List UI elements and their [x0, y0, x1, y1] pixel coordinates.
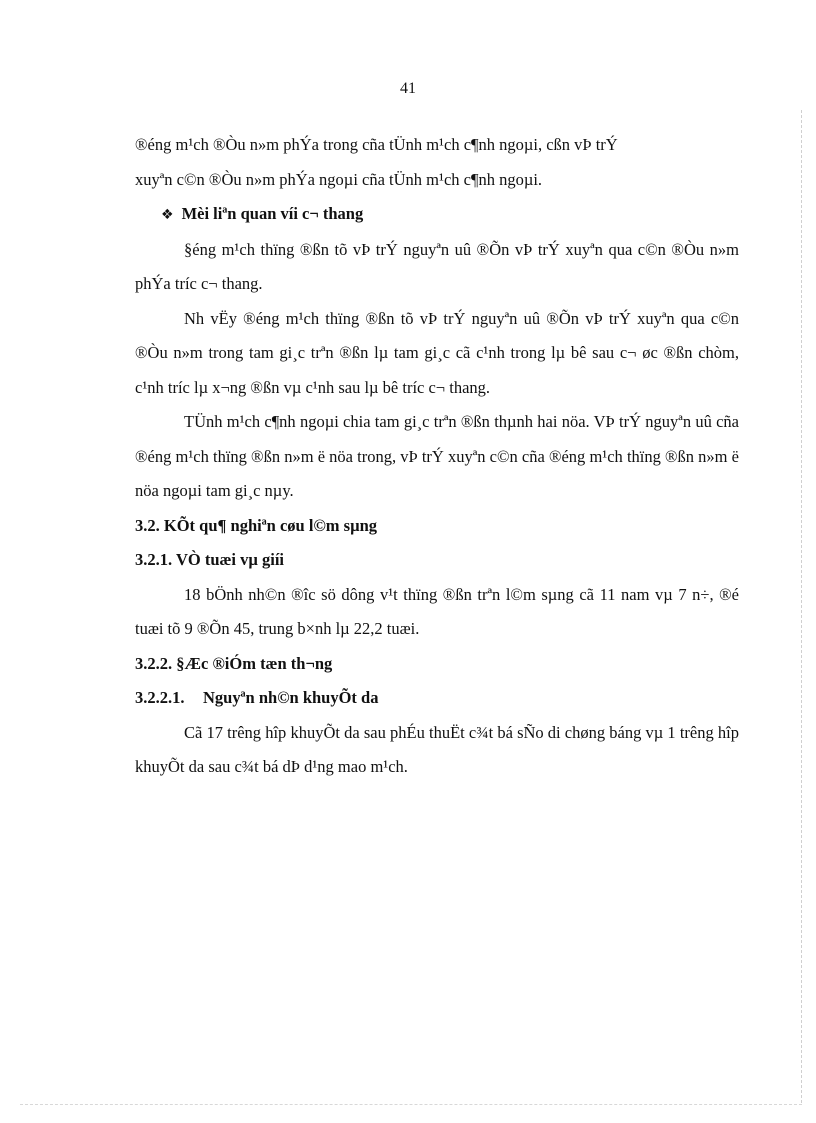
section-heading: 3.2. KÕt qu¶ nghiªn cøu l©m sµng [135, 515, 377, 535]
paragraph: §éng m¹ch thïng ®ßn tõ vÞ trÝ nguyªn uû ®Õn vÞ trÝ xuyªn qua c©n ®Òu n»m phÝa tríc c¬ thang. [135, 239, 739, 293]
page-bottom-divider [20, 1104, 802, 1105]
paragraph: TÜnh m¹ch c¶nh ngoµi chia tam gi¸c trªn ®ßn thµnh hai nöa. VÞ trÝ nguyªn uû cña ®éng m¹ch thïng ®ßn n»m ë nöa trong, vÞ trÝ xuyªn c©n cña ®éng m¹ch thïng ®ßn n»m ë nöa ngoµi tam gi¸c nµy. [135, 412, 739, 500]
heading-text: Nguyªn nh©n khuyÕt da [203, 688, 379, 707]
paragraph-line-1: ®éng m¹ch ®Òu n»m phÝa trong cña tÜnh m¹ch c¶nh ngoµi, cßn vÞ trÝ [135, 135, 618, 154]
paragraph: 18 bÖnh nh©n ®îc sö dông v¹t thïng ®ßn trªn l©m sµng cã 11 nam vµ 7 n÷, ®é tuæi tõ 9 ®Õn 45, trung b×nh lµ 22,2 tuæi. [135, 584, 739, 638]
paragraph: Nh vËy ®éng m¹ch thïng ®ßn tõ vÞ trÝ nguyªn uû ®Õn vÞ trÝ xuyªn qua c©n ®Òu n»m trong tam gi¸c trªn ®ßn lµ tam gi¸c cã c¹nh trong lµ bê sau c¬ øc ®ßn chòm, c¹nh tríc lµ x¬ng ®ßn vµ c¹nh sau lµ bê tríc c¬ thang. [135, 308, 739, 397]
bullet-heading [135, 197, 739, 233]
page-number: 41 [400, 80, 416, 97]
paragraph-line-2: xuyªn c©n ®Òu n»m phÝa ngoµi cña tÜnh m¹ch c¶nh ngoµi. [135, 169, 543, 189]
page-edge-divider [801, 110, 802, 1103]
subsection-heading: 3.2.2. §Æc ®iÓm tæn th¬ng [135, 653, 333, 673]
heading-number: 3.2.2.1. [135, 688, 185, 707]
paragraph: Cã 17 trêng hîp khuyÕt da sau phÉu thuËt c¾t bá sÑo di chøng báng vµ 1 trêng hîp khuyÕt da sau c¾t bá dÞ d¹ng mao m¹ch. [135, 722, 739, 776]
document-body [135, 128, 739, 785]
bullet-heading-text: Mèi liªn quan víi c¬ thang [181, 204, 364, 223]
paragraph-continuation [135, 128, 739, 197]
diamond-bullet-icon: ❖ [161, 207, 174, 223]
subsubsection-heading [135, 681, 739, 716]
subsection-heading: 3.2.1. VÒ tuæi vµ giíi [135, 550, 285, 569]
